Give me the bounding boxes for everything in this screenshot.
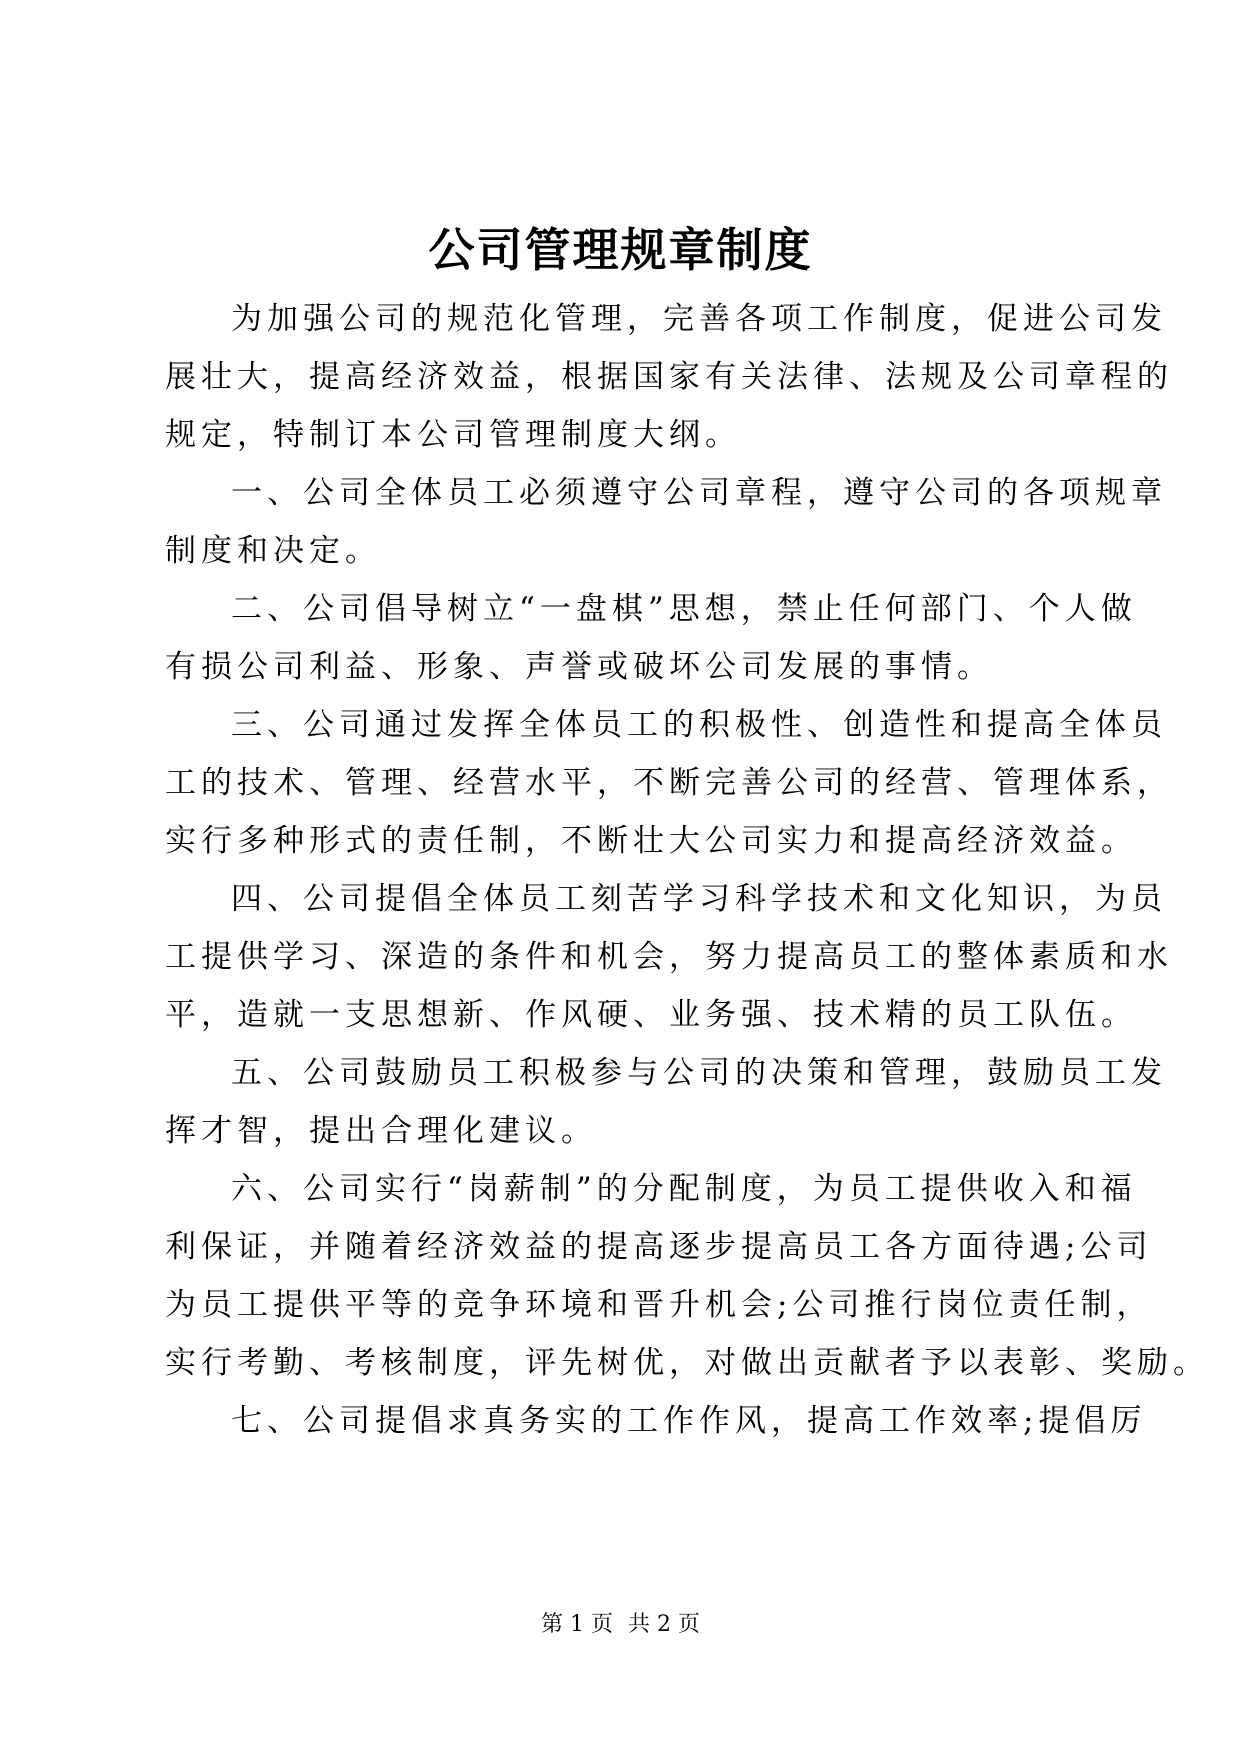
clause-1-paragraph [165, 464, 1167, 580]
page-footer [0, 1610, 1241, 1640]
paragraph-line: 有损公司利益、形象、声誉或破坏公司发展的事情。 [165, 649, 993, 685]
paragraph-line: 三、公司通过发挥全体员工的积极性、创造性和提高全体员 [231, 707, 1167, 743]
clause-5-paragraph [165, 1044, 1167, 1160]
paragraph-line: 挥才智，提出合理化建议。 [165, 1113, 597, 1149]
paragraph-line: 规定，特制订本公司管理制度大纲。 [165, 417, 741, 453]
total-pages-indicator: 共 2 页 [628, 1612, 700, 1637]
clause-7-paragraph [165, 1392, 1147, 1450]
paragraph-line: 工提供学习、深造的条件和机会，努力提高员工的整体素质和水 [165, 939, 1173, 975]
paragraph-line: 一、公司全体员工必须遵守公司章程，遵守公司的各项规章 [231, 475, 1167, 511]
paragraph-line: 四、公司提倡全体员工刻苦学习科学技术和文化知识，为员 [231, 881, 1167, 917]
paragraph-line: 展壮大，提高经济效益，根据国家有关法律、法规及公司章程的 [165, 359, 1173, 395]
current-page-indicator: 第 1 页 [541, 1612, 613, 1637]
document-title: 公司管理规章制度 [428, 223, 813, 277]
paragraph-line: 工的技术、管理、经营水平，不断完善公司的经营、管理体系， [165, 765, 1173, 801]
intro-paragraph [165, 290, 1173, 464]
paragraph-line: 为员工提供平等的竞争环境和晋升机会;公司推行岗位责任制， [165, 1287, 1153, 1323]
clause-2-paragraph [165, 580, 1137, 696]
paragraph-line: 利保证，并随着经济效益的提高逐步提高员工各方面待遇;公司 [165, 1229, 1153, 1265]
document-body [165, 290, 1209, 1450]
paragraph-line: 二、公司倡导树立“一盘棋”思想，禁止任何部门、个人做 [231, 591, 1137, 627]
paragraph-line: 为加强公司的规范化管理，完善各项工作制度，促进公司发 [231, 301, 1167, 337]
paragraph-line: 实行考勤、考核制度，评先树优，对做出贡献者予以表彰、奖励。 [165, 1345, 1209, 1381]
paragraph-line: 六、公司实行“岗薪制”的分配制度，为员工提供收入和福 [231, 1171, 1137, 1207]
paragraph-line: 五、公司鼓励员工积极参与公司的决策和管理，鼓励员工发 [231, 1055, 1167, 1091]
clause-4-paragraph [165, 870, 1173, 1044]
clause-6-paragraph [165, 1160, 1209, 1392]
paragraph-line: 制度和决定。 [165, 533, 381, 569]
paragraph-line: 平，造就一支思想新、作风硬、业务强、技术精的员工队伍。 [165, 997, 1137, 1033]
paragraph-line: 实行多种形式的责任制，不断壮大公司实力和提高经济效益。 [165, 823, 1137, 859]
paragraph-line: 七、公司提倡求真务实的工作作风，提高工作效率;提倡厉 [231, 1403, 1147, 1439]
clause-3-paragraph [165, 696, 1173, 870]
